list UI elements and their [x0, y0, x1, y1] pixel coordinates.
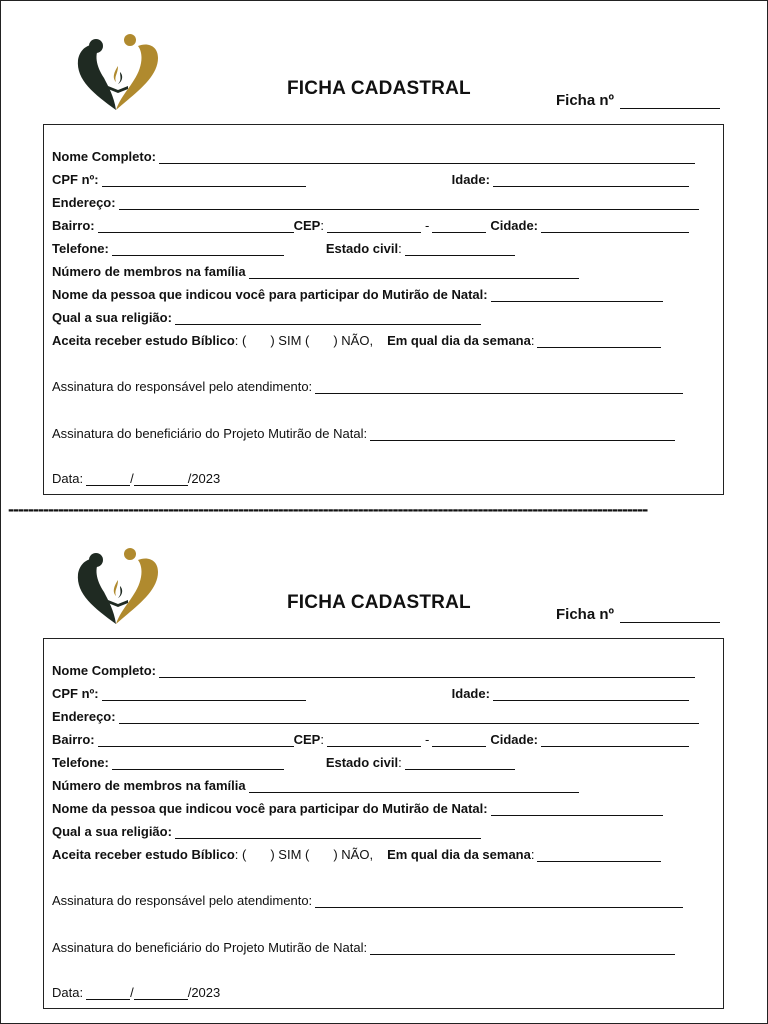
- cpf-label: CPF nº:: [52, 686, 99, 701]
- idade-label: Idade:: [451, 686, 490, 701]
- row-bairro: Bairro: CEP : - Cidade:: [52, 731, 689, 747]
- cidade-field[interactable]: [541, 220, 689, 233]
- dia-field[interactable]: [537, 849, 661, 862]
- row-endereco: [52, 194, 699, 210]
- row-estudo: Aceita receber estudo Bíblico : ( ) SIM ( ) NÃO, Em qual dia da semana :: [52, 846, 661, 862]
- indicacao-field[interactable]: [491, 803, 663, 816]
- sim-label: ) SIM (: [270, 847, 310, 862]
- religiao-label: Qual a sua religião:: [52, 310, 172, 325]
- row-cpf: [52, 685, 689, 701]
- bairro-field[interactable]: [98, 734, 294, 747]
- endereco-label: Endereço:: [52, 195, 116, 210]
- idade-field[interactable]: [493, 688, 689, 701]
- indicacao-field[interactable]: [491, 289, 663, 302]
- row-endereco: [52, 708, 699, 724]
- assinatura-beneficiario-field[interactable]: [370, 942, 675, 955]
- row-nome: [52, 148, 695, 164]
- cidade-label: Cidade:: [490, 218, 538, 233]
- data-slash: /: [130, 471, 134, 486]
- bairro-label: Bairro:: [52, 218, 95, 233]
- data-day-field[interactable]: [86, 473, 130, 486]
- assinatura-responsavel-field[interactable]: [315, 895, 683, 908]
- data-label: Data:: [52, 471, 84, 486]
- row-assinatura-beneficiario: [52, 939, 675, 955]
- estado-civil-label: Estado civil: [325, 241, 399, 256]
- indicacao-label: Nome da pessoa que indicou você para participar do Mutirão de Natal:: [52, 801, 488, 816]
- data-month-field[interactable]: [134, 987, 188, 1000]
- assinatura-beneficiario-label: Assinatura do beneficiário do Projeto Mutirão de Natal:: [52, 426, 368, 441]
- row-data: [52, 984, 220, 1000]
- telefone-field[interactable]: [112, 243, 284, 256]
- data-day-field[interactable]: [86, 987, 130, 1000]
- membros-label: Número de membros na família: [52, 778, 246, 793]
- nome-label: Nome Completo:: [52, 149, 156, 164]
- assinatura-beneficiario-label: Assinatura do beneficiário do Projeto Mutirão de Natal:: [52, 940, 368, 955]
- estudo-open: : (: [234, 333, 247, 348]
- cep-label: CEP: [293, 732, 321, 747]
- row-religiao: [52, 823, 481, 839]
- cep-field-2[interactable]: [432, 734, 486, 747]
- estado-civil-field[interactable]: [405, 757, 515, 770]
- cpf-field[interactable]: [102, 688, 306, 701]
- nao-label: ) NÃO,: [333, 333, 374, 348]
- row-assinatura-responsavel: [52, 378, 683, 394]
- assinatura-beneficiario-field[interactable]: [370, 428, 675, 441]
- religiao-field[interactable]: [175, 312, 481, 325]
- cut-separator: --------------------------------------------------------------------------------------------------------------------------------: [8, 503, 648, 515]
- form-box: [43, 638, 724, 1009]
- data-slash: /: [130, 985, 134, 1000]
- membros-field[interactable]: [249, 266, 579, 279]
- data-year: /2023: [187, 985, 221, 1000]
- data-label: Data:: [52, 985, 84, 1000]
- cep-separator: -: [424, 218, 430, 233]
- assinatura-responsavel-label: Assinatura do responsável pelo atendimento:: [52, 379, 313, 394]
- estado-civil-field[interactable]: [405, 243, 515, 256]
- row-indicacao: [52, 800, 663, 816]
- row-data: [52, 470, 220, 486]
- cep-field-2[interactable]: [432, 220, 486, 233]
- bairro-field[interactable]: [98, 220, 294, 233]
- telefone-label: Telefone:: [52, 755, 109, 770]
- row-estudo: Aceita receber estudo Bíblico : ( ) SIM ( ) NÃO, Em qual dia da semana :: [52, 332, 661, 348]
- cep-separator: -: [424, 732, 430, 747]
- form-title: FICHA CADASTRAL: [287, 592, 471, 613]
- row-nome: [52, 662, 695, 678]
- telefone-label: Telefone:: [52, 241, 109, 256]
- sim-label: ) SIM (: [270, 333, 310, 348]
- ficha-number-label: Ficha nº: [556, 92, 614, 109]
- estado-civil-label: Estado civil: [325, 755, 399, 770]
- row-assinatura-responsavel: [52, 892, 683, 908]
- row-membros: [52, 777, 579, 793]
- row-cpf: [52, 171, 689, 187]
- estudo-open: : (: [234, 847, 247, 862]
- dia-label: Em qual dia da semana: [387, 333, 531, 348]
- nome-field[interactable]: [159, 151, 695, 164]
- row-religiao: [52, 309, 481, 325]
- endereco-field[interactable]: [119, 197, 699, 210]
- endereco-label: Endereço:: [52, 709, 116, 724]
- cep-field-1[interactable]: [327, 220, 421, 233]
- estudo-label: Aceita receber estudo Bíblico: [52, 333, 235, 348]
- ficha-number: [556, 92, 720, 109]
- cidade-label: Cidade:: [490, 732, 538, 747]
- cep-field-1[interactable]: [327, 734, 421, 747]
- religiao-field[interactable]: [175, 826, 481, 839]
- data-month-field[interactable]: [134, 473, 188, 486]
- row-telefone: Telefone: Estado civil :: [52, 754, 515, 770]
- form-copy-top: [0, 0, 768, 486]
- idade-field[interactable]: [493, 174, 689, 187]
- dia-label: Em qual dia da semana: [387, 847, 531, 862]
- ficha-number: [556, 606, 720, 623]
- ficha-number-field[interactable]: [620, 608, 720, 623]
- bairro-label: Bairro:: [52, 732, 95, 747]
- nao-label: ) NÃO,: [333, 847, 374, 862]
- membros-label: Número de membros na família: [52, 264, 246, 279]
- row-bairro: Bairro: CEP : - Cidade:: [52, 217, 689, 233]
- cpf-field[interactable]: [102, 174, 306, 187]
- indicacao-label: Nome da pessoa que indicou você para participar do Mutirão de Natal:: [52, 287, 488, 302]
- ficha-number-field[interactable]: [620, 94, 720, 109]
- row-membros: [52, 263, 579, 279]
- cep-label: CEP: [293, 218, 321, 233]
- dia-field[interactable]: [537, 335, 661, 348]
- endereco-field[interactable]: [119, 711, 699, 724]
- nome-label: Nome Completo:: [52, 663, 156, 678]
- idade-label: Idade:: [451, 172, 490, 187]
- assinatura-responsavel-field[interactable]: [315, 381, 683, 394]
- row-assinatura-beneficiario: [52, 425, 675, 441]
- row-telefone: Telefone: Estado civil :: [52, 240, 515, 256]
- estudo-label: Aceita receber estudo Bíblico: [52, 847, 235, 862]
- form-title: FICHA CADASTRAL: [287, 78, 471, 99]
- ficha-number-label: Ficha nº: [556, 606, 614, 623]
- nome-field[interactable]: [159, 665, 695, 678]
- religiao-label: Qual a sua religião:: [52, 824, 172, 839]
- data-year: /2023: [187, 471, 221, 486]
- form-copy-bottom: [0, 514, 768, 1000]
- assinatura-responsavel-label: Assinatura do responsável pelo atendimento:: [52, 893, 313, 908]
- membros-field[interactable]: [249, 780, 579, 793]
- form-box: [43, 124, 724, 495]
- heart-family-logo-icon: [74, 546, 162, 628]
- cidade-field[interactable]: [541, 734, 689, 747]
- telefone-field[interactable]: [112, 757, 284, 770]
- cpf-label: CPF nº:: [52, 172, 99, 187]
- heart-family-logo-icon: [74, 32, 162, 114]
- row-indicacao: [52, 286, 663, 302]
